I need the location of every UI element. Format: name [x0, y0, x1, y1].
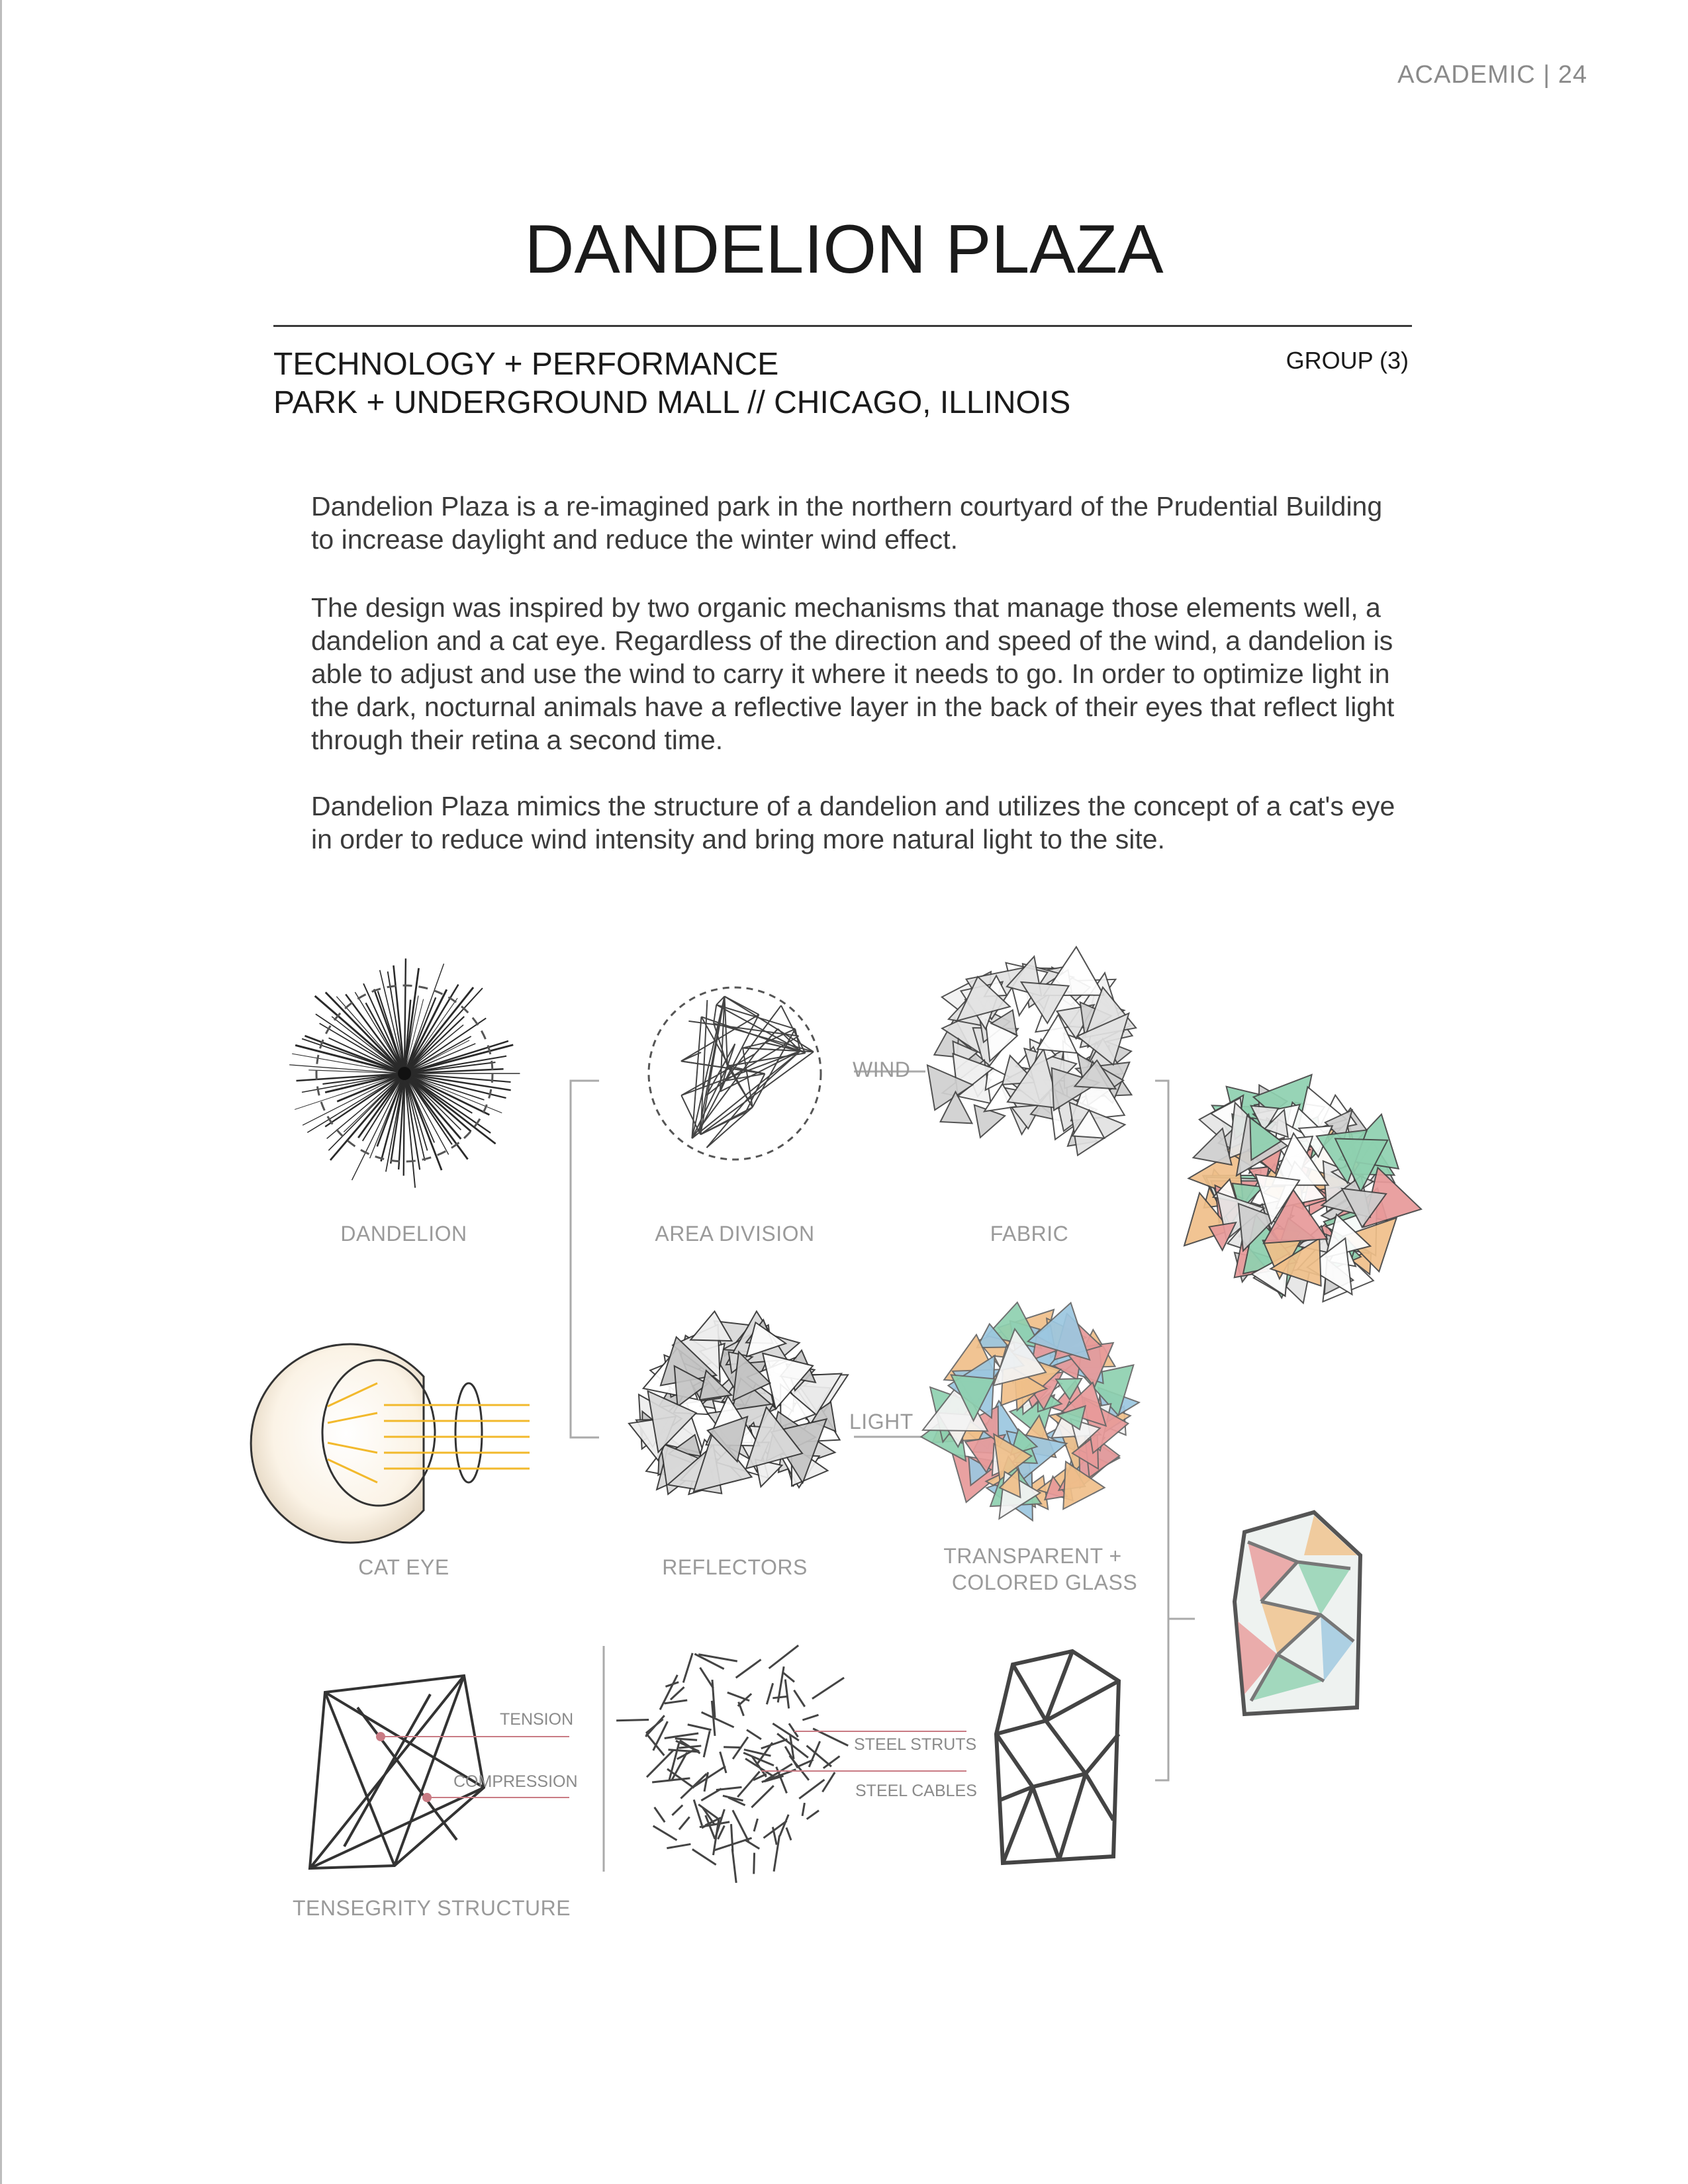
subtitle-course: TECHNOLOGY + PERFORMANCE [273, 347, 779, 382]
reflectors-illustration [629, 1311, 848, 1494]
label-light: LIGHT [849, 1410, 914, 1433]
label-glass-line2: COLORED GLASS [951, 1570, 1138, 1594]
body-paragraph-1: Dandelion Plaza is a re-imagined park in the northern courtyard of the Prudential Building to increase daylight and reduce the winter wind effect. [311, 491, 1383, 555]
page-section-number: ACADEMIC | 24 [1397, 61, 1587, 89]
cat-eye-illustration [251, 1344, 530, 1543]
label-area-division: AREA DIVISION [655, 1222, 815, 1246]
subtitle-project: PARK + UNDERGROUND MALL // CHICAGO, ILLINOIS [273, 385, 1071, 420]
page-title: DANDELION PLAZA [524, 211, 1164, 288]
label-wind: WIND [853, 1058, 911, 1081]
label-tension: TENSION [500, 1710, 574, 1729]
colored-glass-illustration [921, 1302, 1139, 1521]
body-paragraph-2: The design was inspired by two organic mechanisms that manage those elements well, a dandelion and a cat eye. Regardless of the direction and speed of the wind, a dandelion is able to adjust and use the wind to carry it where it needs to go. In order to optimize light in the dark, nocturnal animals have a reflective layer in the back of their eyes that reflect light through their retina a second time. [311, 592, 1395, 755]
dandelion-center [398, 1067, 411, 1080]
lattice-frame-illustration [996, 1651, 1119, 1863]
label-tensegrity-structure: TENSEGRITY STRUCTURE [293, 1896, 571, 1920]
area-division-illustration [681, 996, 814, 1148]
label-compression: COMPRESSION [453, 1772, 578, 1791]
label-dandelion: DANDELION [340, 1222, 467, 1246]
fabric-illustration [927, 947, 1136, 1156]
label-steel-cables: STEEL CABLES [855, 1782, 977, 1800]
label-glass-line1: TRANSPARENT + [943, 1544, 1122, 1568]
label-steel-struts: STEEL STRUTS [854, 1735, 977, 1754]
steel-struts-illustration [616, 1645, 848, 1883]
label-reflectors: REFLECTORS [662, 1555, 808, 1579]
body-paragraph-3: Dandelion Plaza mimics the structure of a dandelion and utilizes the concept of a cat's eye in order to reduce wind intensity and bring more natural light to the site. [311, 791, 1395, 854]
label-fabric: FABRIC [990, 1222, 1069, 1246]
group-label: GROUP (3) [1286, 347, 1409, 374]
label-cat-eye: CAT EYE [358, 1555, 449, 1579]
assembled-sphere-illustration [1184, 1075, 1421, 1303]
colored-lattice-illustration [1235, 1512, 1360, 1714]
